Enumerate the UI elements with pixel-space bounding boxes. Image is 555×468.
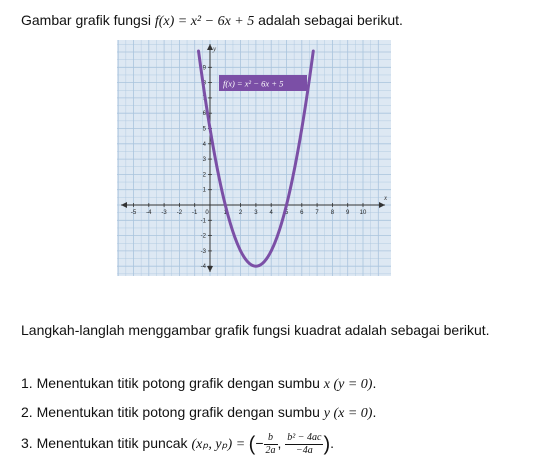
intro-text: Gambar grafik fungsi — [21, 12, 155, 28]
steps-list — [21, 374, 376, 461]
fraction-denominator: −4a — [296, 445, 313, 456]
y-tick-label: 1 — [202, 187, 206, 194]
x-tick-label: -5 — [130, 210, 137, 216]
x-tick-label: 6 — [300, 210, 304, 216]
step-end: . — [372, 375, 377, 391]
x-axis-label: x — [384, 194, 388, 202]
x-tick-label: 5 — [284, 210, 289, 216]
step-number: 1. — [21, 375, 33, 391]
y-tick-label: 9 — [202, 65, 206, 72]
open-paren: ( — [248, 433, 256, 456]
y-axis-label: y — [213, 45, 217, 53]
step-end: . — [330, 435, 335, 452]
step-text: Menentukan titik puncak — [36, 435, 192, 452]
function-graph — [117, 40, 391, 276]
fraction-denominator: 2a — [265, 445, 276, 456]
steps-intro-paragraph: Langkah-langlah menggambar grafik fungsi kuadrat adalah sebagai berikut. — [21, 322, 490, 338]
intro-text-end: adalah sebagai berikut. — [254, 12, 403, 28]
y-tick-label: 4 — [202, 141, 206, 148]
x-tick-label: 4 — [269, 210, 273, 216]
y-tick-label: -4 — [200, 264, 206, 271]
x-tick-label: 0 — [205, 210, 209, 216]
x-tick-label: 10 — [359, 210, 367, 216]
intro-sentence — [21, 12, 403, 30]
step-text: Menentukan titik potong grafik dengan sumbu — [36, 404, 324, 420]
x-tick-label: -2 — [176, 210, 183, 216]
step-number: 3. — [21, 435, 33, 452]
fraction-numerator: b — [264, 432, 278, 445]
close-paren: ) — [323, 433, 331, 456]
step-math: x (y = 0) — [323, 377, 373, 392]
fraction-y — [285, 432, 323, 457]
fraction-numerator: b² − 4ac — [287, 432, 322, 443]
y-tick-label: 2 — [202, 172, 206, 179]
x-tick-label: -3 — [161, 210, 167, 216]
y-tick-label: -2 — [200, 233, 206, 240]
y-tick-label: 6 — [202, 111, 206, 118]
x-tick-label: 9 — [346, 210, 350, 216]
step-math: (xₚ, yₚ) = — [191, 437, 249, 453]
step-math: y (x = 0) — [323, 406, 373, 421]
x-tick-label: 3 — [254, 210, 258, 216]
y-tick-label: 8 — [202, 80, 206, 87]
x-tick-label: -1 — [192, 210, 198, 216]
step-end: . — [372, 404, 377, 420]
step-number: 2. — [21, 404, 33, 420]
y-tick-label: 3 — [202, 157, 206, 164]
step-item: 3. Menentukan titik puncak (xₚ, yₚ) = (− $\frac{b}{2a}$ , $\frac{\text{b² − 4ac}}{-4a}$ ). — [21, 432, 335, 456]
step-item — [21, 374, 376, 403]
step-item — [21, 403, 376, 432]
y-tick-label: -3 — [200, 248, 206, 255]
x-tick-label: -4 — [146, 210, 152, 216]
y-tick-label: -1 — [200, 218, 206, 225]
x-tick-label: 8 — [330, 210, 335, 216]
step-text: Menentukan titik potong grafik dengan sumbu — [36, 375, 324, 391]
function-label: f(x) = x² − 6x + 5 — [223, 78, 284, 89]
intro-formula: f(x) = x² − 6x + 5 — [154, 14, 255, 29]
x-tick-label: 2 — [238, 210, 243, 216]
y-tick-label: 7 — [202, 95, 206, 102]
x-tick-label: 1 — [223, 210, 227, 216]
fraction-x — [264, 432, 278, 457]
x-tick-label: 7 — [315, 210, 319, 216]
y-tick-label: 5 — [202, 126, 206, 133]
